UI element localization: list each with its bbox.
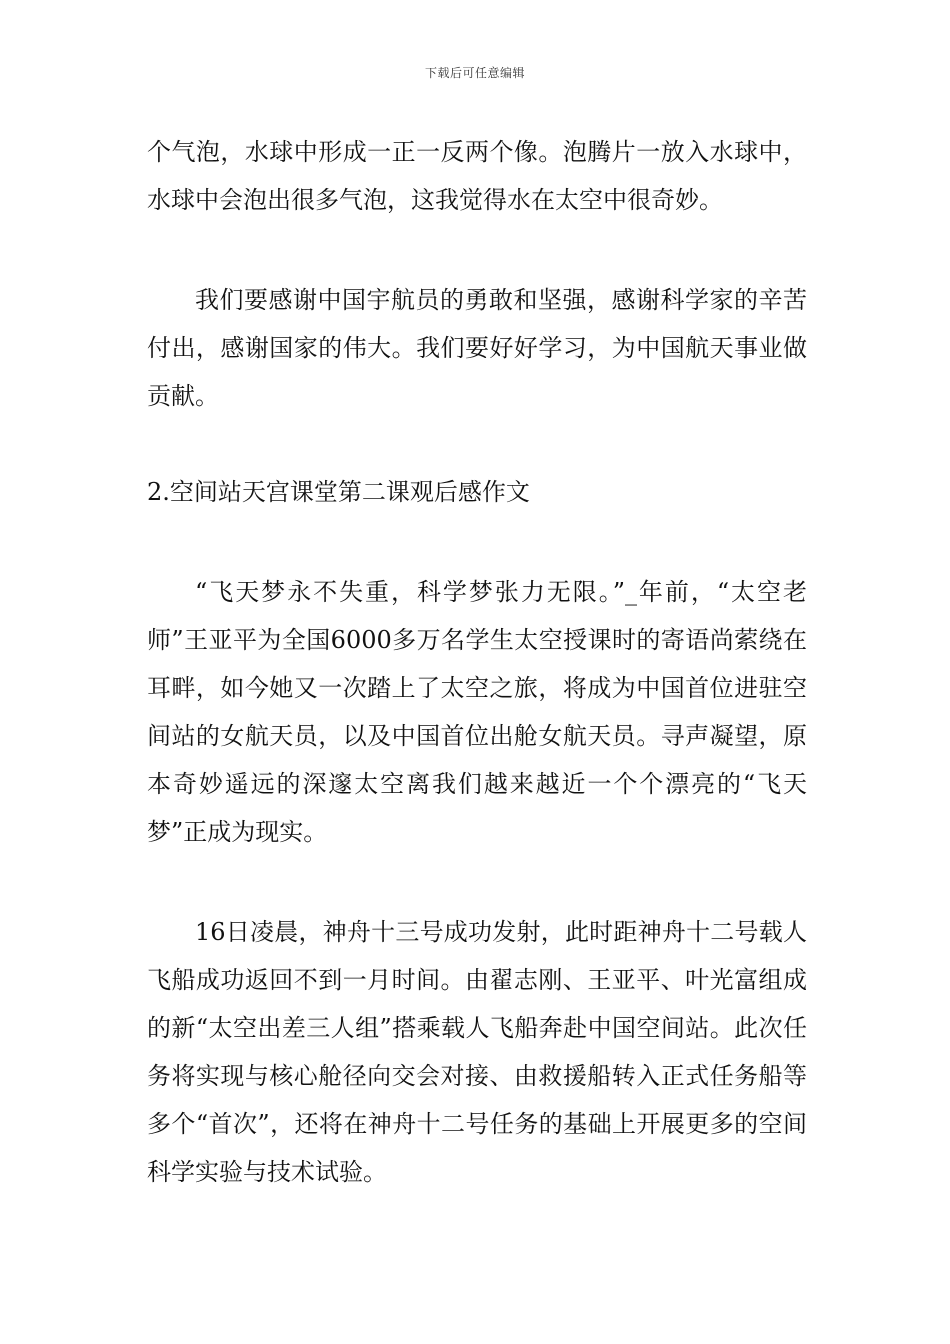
paragraph-thanks: 我们要感谢中国宇航员的勇敢和坚强，感谢科学家的辛苦付出，感谢国家的伟大。我们要好好学习，为中国航天事业做贡献。	[147, 286, 807, 410]
section-heading: 2.空间站天宫课堂第二课观后感作文	[147, 478, 530, 506]
page-header: 下载后可任意编辑	[424, 66, 525, 80]
paragraph-flying-dream: “飞天梦永不失重，科学梦张力无限。”_年前，“太空老师”王亚平为全国6000多万名学生太空授课时的寄语尚萦绕在耳畔，如今她又一次踏上了太空之旅，将成为中国首位进驻空间站的女航天员，以及中国首位出舱女航天员。寻声凝望，原本奇妙遥远的深邃太空离我们越来越近一个个漂亮的“飞天梦”正成为现实。	[147, 578, 807, 846]
paragraph-water-bubble: 个气泡，水球中形成一正一反两个像。泡腾片一放入水球中，水球中会泡出很多气泡，这我觉得水在太空中很奇妙。	[147, 138, 807, 214]
paragraph-shenzhou-13: 16日凌晨，神舟十三号成功发射，此时距神舟十二号载人飞船成功返回不到一月时间。由翟志刚、王亚平、叶光富组成的新“太空出差三人组”搭乘载人飞船奔赴中国空间站。此次任务将实现与核心舱径向交会对接、由救援船转入正式任务船等多个“首次”，还将在神舟十二号任务的基础上开展更多的空间科学实验与技术试验。	[147, 918, 807, 1186]
document-body	[147, 128, 807, 1196]
